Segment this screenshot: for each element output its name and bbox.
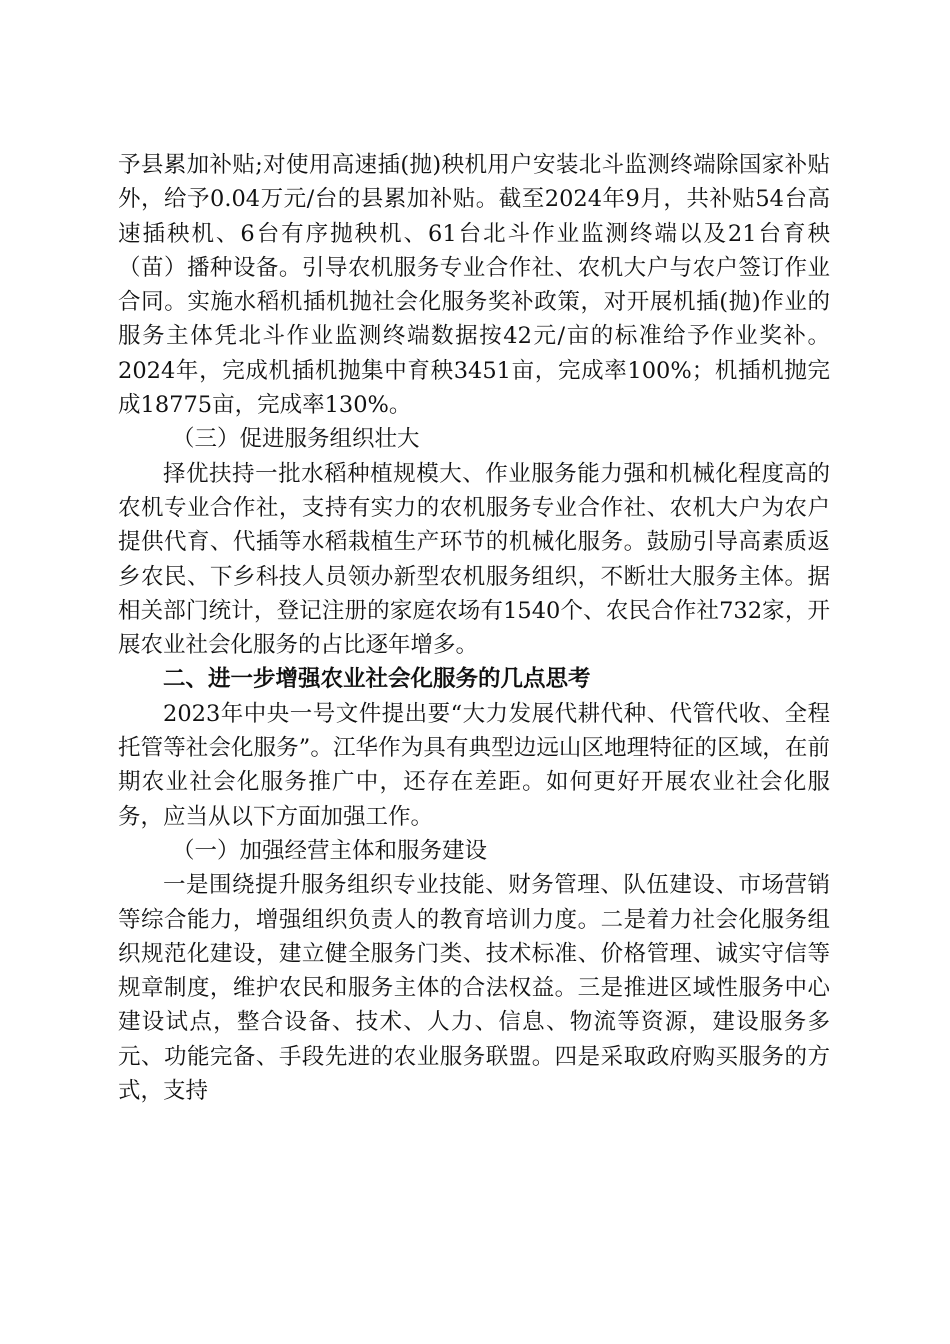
body-paragraph-continued: 予县累加补贴;对使用高速插(抛)秧机用户安装北斗监测终端除国家补贴外，给予0.04万元/台的县累加补贴。截至2024年9月，共补贴54台高速插秧机、6台有序抛秧机、61台北斗作业监测终端以及21台育秧（苗）播种设备。引导农机服务专业合作社、农机大户与农户签订作业合同。实施水稻机插机抛社会化服务奖补政策，对开展机插(抛)作业的服务主体凭北斗作业监测终端数据按42元/亩的标准给予作业奖补。2024年，完成机插机抛集中育秧3451亩，完成率100%；机插机抛完成18775亩，完成率130%。	[118, 152, 830, 419]
section-subheading-3: （三）促进服务组织壮大	[172, 426, 420, 453]
body-paragraph: 一是围绕提升服务组织专业技能、财务管理、队伍建设、市场营销等综合能力，增强组织负责人的教育培训力度。二是着力社会化服务组织规范化建设，建立健全服务门类、技术标准、价格管理、诚实守信等规章制度，维护农民和服务主体的合法权益。三是推进区域性服务中心建设试点，整合设备、技术、人力、信息、物流等资源，建设服务多元、功能完备、手段先进的农业服务联盟。四是采取政府购买服务的方式，支持	[118, 872, 830, 1105]
body-paragraph: 2023年中央一号文件提出要“大力发展代耕代种、代管代收、全程托管等社会化服务”。江华作为具有典型边远山区地理特征的区域，在前期农业社会化服务推广中，还存在差距。如何更好开展农业社会化服务，应当从以下方面加强工作。	[118, 700, 830, 830]
section-subheading-1: （一）加强经营主体和服务建设	[172, 837, 488, 864]
body-paragraph: 择优扶持一批水稻种植规模大、作业服务能力强和机械化程度高的农机专业合作社，支持有实力的农机服务专业合作社、农机大户为农户提供代育、代插等水稻栽植生产环节的机械化服务。鼓励引导高素质返乡农民、下乡科技人员领办新型农机服务组织，不断壮大服务主体。据相关部门统计，登记注册的家庭农场有1540个、农民合作社732家，开展农业社会化服务的占比逐年增多。	[118, 460, 830, 659]
section-heading-2: 二、进一步增强农业社会化服务的几点思考	[163, 666, 591, 693]
document-page	[118, 148, 830, 1108]
